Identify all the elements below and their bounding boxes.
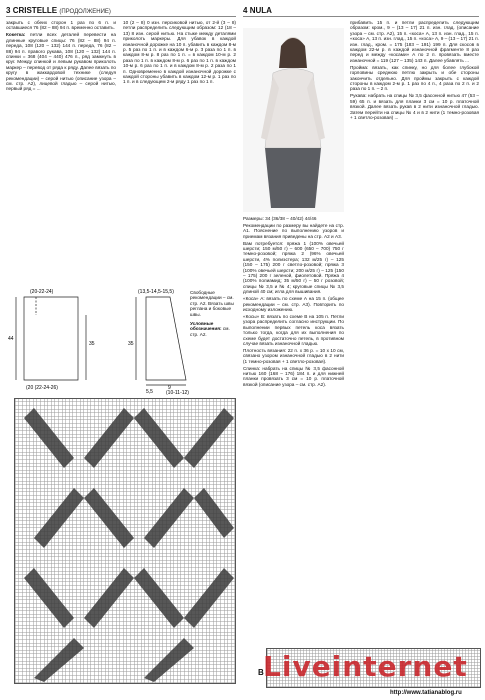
sleeve-top-width-label: (13,5-14,5-15,5) — [138, 289, 174, 295]
front-top-width-label: (20-22-24) — [30, 289, 54, 295]
symbols-heading: Условные обозначения: — [190, 321, 222, 332]
right-text-column-1 — [243, 216, 344, 642]
front-height-label-1: 44 — [8, 336, 14, 342]
left-col2-text: 10 (2 – 8) 0 изн. персиковой нитью, от 2-й (3 – 8) петли распределить следующим образом: 12 (18 – 13) 8 изн. серой нитью. На стыке между деталями приколоть маркеры. Для убавок в каждой изнаночной дорожке на 10 п. убавить в каждом 8-м р. 5 раз по 1 п. и в каждом 6-м р. 3 раза по 1 п. в каждом 8-м р. 8 раз по 1 п. = в каждом 10-м р. 2 раза по 1 п. в каждом 8-м р. 6 раз по 1 п. в каждом 10-м р. 6 раз по 1 п. и в каждом 8-м р. 2 раза по 1 п. Одновременно в каждой изнаночной дорожке с каждой стороны убавить в каждом 12-м р. 1 раз по 1 п. и в следующем 2-м ряду 1 раз по 1 п. — [123, 20, 236, 85]
front-schematic — [16, 297, 86, 380]
right-page-header — [243, 6, 272, 15]
model-photo — [243, 28, 344, 212]
sleeve-bottom-mark-3: (10-11-12) — [166, 390, 189, 395]
liveinternet-watermark: Liveinternet — [263, 650, 468, 683]
source-url: http://www.tatianablog.ru — [390, 690, 462, 696]
right-header-rule — [243, 16, 479, 17]
front-bottom-width-label: (20 (22-24-26) — [26, 385, 58, 391]
right-text-column-2 — [350, 20, 479, 642]
sleeve-bottom-mark-1: 5,5 — [146, 389, 153, 395]
sleeve-schematic — [136, 297, 186, 385]
sizes-reference-text: Рекомендации по размеру вы найдете на стр. А1. Пояснение по выполнению узоров и приемам вязания приведены на стр. А2 и А3. — [243, 222, 344, 239]
left-text-column-1 — [6, 20, 116, 276]
left-intro-text: закрыть с обеих сторон 1 раз по 6 п. и оставшиеся 76 (82 – 88) 94 п. временно оставить. — [6, 20, 116, 31]
left-pattern-number: 3 — [6, 6, 11, 15]
kokette-text: петли всех деталей перевести на длинные круговые спицы: 76 (82 – 88) 94 п. переда, 108 (120 – 132) 144 п. переда, 76 (82 – 88) 94 п. правого рукава, 108 (120 – 132) 144 п. спинки = 368 (404 – 440) 476 п., ряд замкнуть в круг. Между спинкой и левым рукавом приколоть маркер – перевод от ряда к ряду. Далее вязать по кругу в жаккардовой технике (следуя рекомендации) – серой нитью (описание узора – см. стр. А2), лицевой гладью – серой нитью, первый ряд = ... — [6, 32, 116, 92]
sleeve-height-label: 35 — [128, 341, 134, 347]
front-height-label-2: 35 — [89, 341, 95, 347]
sleeve-bottom-mark-2: 9 — [168, 385, 171, 391]
common-recommendation — [190, 290, 236, 337]
chart-a-motif — [14, 398, 234, 682]
chart-b-label: B — [258, 668, 264, 677]
left-pattern-subtitle: (ПРОДОЛЖЕНИЕ) — [59, 9, 111, 15]
kokette-heading: Кокетка: — [6, 32, 26, 38]
left-header-rule — [6, 16, 236, 17]
common-rec-text: Свободные рекомендации – см. стр. А2. Вязать швы реглана и боковые швы. — [190, 290, 234, 317]
sizes-text: Размеры: 34 (36/38 – 40/42) 44/46 — [243, 216, 317, 221]
right-col-text-1: прибавить 15 п. и петли распределить следующим образом: кром., 9 – (13 – 17) 21 п. изн. глад. (описание узора – см. стр. А2), 15 п. «коса» А, 13 п. изн. глад., 15 п. «коса» А, 13 п. изн. глад., 15 п. «коса» А, 9 – (13 – 17) 21 п. изн. глад., кром. = 175 (183 – 191) 199 п. Для скосов в каждом 22-м р. в каждой изнаночной фрагменте 8 раз перед и между «косами» А по 2 п. провязать вместе изнаночной = 119 (127 – 135) 143 п. Далее убавлять ... — [350, 20, 479, 63]
cable-a-text: «Коса» А: вязать по схеме А на 15 п. (общее рекомендации – см. стр. А3). Повторить по исходному изложению. — [243, 296, 344, 312]
left-pattern-title: CRISTELLE — [12, 6, 58, 15]
gauge-text: Плотность вязания: 22 п. х 36 р. = 10 х 10 см, связано узором изнаночной гладью в 2 нити (1 темно-розовая + 1 светло-розовая). — [243, 347, 344, 364]
right-col-text-2: Пройма: вязать, как спинку, но для более глубокой горловины среднюю петлю закрыть и обе стороны закончить отдельно. Для проймы закрыть с каждой стороны в каждом 2-м р. 1 раз по 4 п., 4 раза по 2 п. и 2 раза по 1 п. – 2 п. — [350, 64, 479, 92]
left-page-header — [6, 6, 111, 15]
materials-text: Вам потребуется: пряжа 1 (100% овечьей шерсти; 150 м/50 г) – 600 (650 – 700) 750 г темно-розовой; пряжа 2 (96% овечьей шерсти, 4% полиэстера; 132 м/25 г) – 125 (150 – 175) 200 г светло-розовой; пряжа 3 (100% овечьей шерсти; 200 м/25 г) – 125 (150 – 175) 200 г зеленой, фиолетовой. Пряжа 4 (100% полиамид; 35 м/50 г) – 50 г розовой; спицы № 3,5 и № 4; круговые спицы № 3,5 длиной 40 см; игла для вышивания. — [243, 240, 344, 295]
right-pattern-number: 4 — [243, 6, 248, 15]
right-pattern-title: NULA — [249, 6, 272, 15]
cable-b-text: «Косы» В: вязать по схеме В на 105 п. Петли узора распределить согласно инструкции. По выполнении первых петель коса вязать только тогда, когда для их выполнения по схеме будет достаточно петель, в противном случае вязать изнаночной гладью. — [243, 313, 344, 346]
back-text: Спинка: набрать на спицы № 3,5 фасонной нитью 160 (168 – 176) 184 п. и для нижней планки провязать 3 см = 10 р. платочной вязкой (описание узора – см. стр. А2). — [243, 365, 344, 387]
symbols-text: см. стр. А2. — [190, 326, 230, 337]
left-text-column-2 — [123, 20, 236, 276]
right-col-text-3: Рукава: набрать на спицы № 3,5 фасонной нитью 47 (53 – 59) 65 п. и вязать для планки 3 см = 10 р. платочной вязкой. Далее вязать рукав в 2 нити изнаночной гладью. Затем перейти на спицы № 4 и в 2 нити (1 темно-розовая + 1 светло-розовая) ... — [350, 93, 479, 120]
